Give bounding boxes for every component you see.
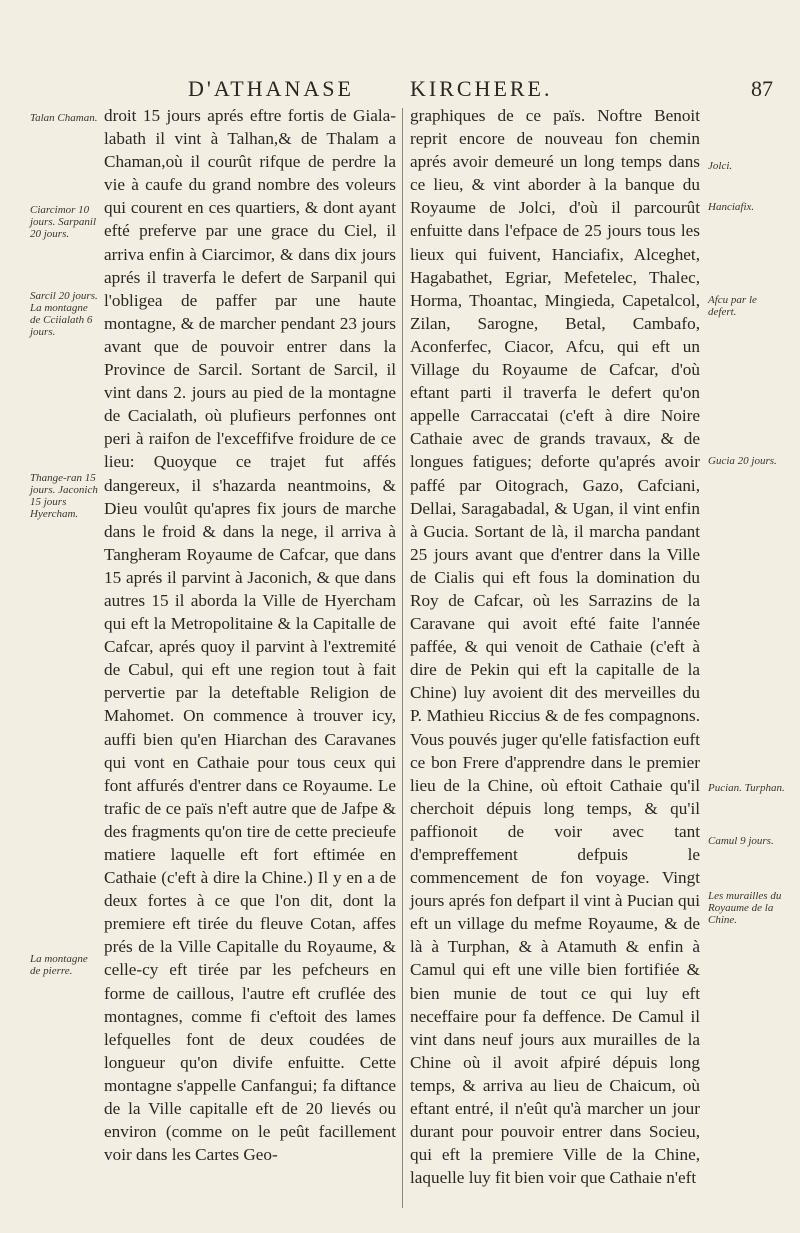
left-text-column bbox=[104, 104, 396, 1166]
margin-note: Ciarcimor 10 jours. Sarpanil 20 jours. bbox=[30, 204, 97, 240]
header-right: KIRCHERE. bbox=[410, 76, 553, 101]
column-divider bbox=[402, 108, 403, 1208]
right-text-column bbox=[410, 104, 700, 1189]
margin-note: Pucian. Turphan. bbox=[708, 782, 785, 794]
margin-note: Talan Chaman. bbox=[30, 112, 98, 124]
page-number: 87 bbox=[751, 76, 773, 101]
body-paragraph: graphiques de ce païs. Noftre Benoit reprit encore de nouveau fon chemin aprés avoir demeuré un long temps dans ce lieu, & vint aborder à la banque du Royaume de Jolci, d'où il parcourût enfuitte dans l'efpace de 25 jours tous les lieux qui fuivent, Hanciafix, Alceghet, Hagabathet, Egriar, Mefetelec, Thalec, Horma, Thoantac, Mingieda, Capetalcol, Zilan, Sarogne, Betal, Cambafo, Aconferfec, Ciacor, Afcu, qui eft un Village du Royaume de Cafcar, d'où eftant parti il traverfa le defert qu'on appelle Carraccatai (c'eft à dire Noire Cathaie avec de grands travaux, & de longues fatigues; deforte qu'aprés avoir paffé par Oitograch, Gazo, Cafciani, Dellai, Saragabadal, & Ugan, il vint enfin à Gucia. Sortant de là, il marcha pandant 25 jours avant que d'entrer dans la Ville de Cialis qui eft fous la domination du Roy de Cafcar, où les Sarrazins de la Caravane qui avoit efté faite l'année paffée, & qui venoit de Cathaie (c'eft à dire de Pekin qui eft la capitalle de la Chine) luy avoient dit des merveilles du P. Mathieu Riccius & de fes compagnons. Vous pouvés juger qu'elle fatisfaction euft ce bon Frere d'apprendre dans le premier lieu de la Chine, où eftoit Cathaie qu'il cherchoit dépuis long temps, & qu'il paffionoit de voir avec tant d'empreffement defpuis le commencement de fon voyage. Vingt jours aprés fon defpart il vint à Pucian qui eft un village du mefme Royaume, & de là à Turphan, & à Atamuth & enfin à Camul qui eft une ville bien fortifiée & bien munie de tout ce qui luy eft neceffaire pour fa deffence. De Camul il vint dans neuf jours aux murailles de la Chine où il avoit afpiré dépuis long temps, & arriva au lieu de Chaicum, où eftant entré, il n'eût qu'à marcher un jour durant pour pouvoir entrer dans Socieu, qui eft la premiere Ville de la Chine, laquelle luy fit bien voir que Cathaie n'eft bbox=[410, 106, 700, 1188]
body-paragraph: droit 15 jours aprés eftre fortis de Giala-labath il vint à Talhan,& de Thalam a Chaman,où il courût rifque de perdre la vie à caufe du grand nombre des voleurs qui courent en ces quartiers, & dont ayant efté preferve par une grace du Ciel, il arriva enfin à Ciarcimor, & dans dix jours aprés il traverfa le defert de Sarpanil qui l'obligea de paffer par une haute montagne, & de marcher pendant 23 jours avant que de pouvoir entrer dans la Province de Sarcil. Sortant de Sarcil, il vint dans 2. jours au pied de la montagne de Cacialath, où plufieurs perfonnes ont peri à raifon de l'exceffifve froidure de ce lieu: Quoyque ce trajet fut affés dangereux, il s'hazarda neantmoins, & Dieu voulût qu'apres fix jours de marche dans le froid & dans la nege, il arriva à Tangheram Royaume de Cafcar, que dans 15 aprés il parvint à Jaconich, & que dans autres 15 il aborda la Ville de Hyercham qui eft la Metropolitaine & la Capitalle de Cafcar, aprés quoy il parvint à l'extremité de Cabul, qui eft une region tout à fait pervertie par la deteftable Religion de Mahomet. On commence à trouver icy, auffi bien qu'en Hiarchan des Caravanes qui vont en Cathaie pour tous ceux qui font affurés d'entrer dans ce Royaume. Le trafic de ce païs n'eft autre que de Jafpe & des fragments qu'on tire de cette precieufe matiere laquelle eft fort eftimée en Cathaie (c'eft à dire la Chine.) Il y en a de deux fortes à ce que l'on dit, dont la premiere eft tirée du fleuve Cotan, affes prés de la Ville Capitalle du Royaume, & celle-cy eft tirée par les pefcheurs en forme de caillous, l'autre eft cruflée des montagnes, comme fi c'eftoit des lames lefquelles font de deux coudées de longueur qu'on divife enfuitte. Cette montagne s'appelle Canfangui; fa diftance de la Ville capitalle eft de 20 lievés ou environ (comme on le peût facillement voir dans les Cartes Geo- bbox=[104, 106, 396, 1165]
margin-note: Hanciafix. bbox=[708, 201, 755, 213]
header-left: D'ATHANASE bbox=[188, 76, 354, 101]
running-header bbox=[0, 76, 800, 106]
margin-note: Camul 9 jours. bbox=[708, 835, 774, 847]
margin-note: Les murailles du Royaume de la Chine. bbox=[708, 890, 782, 926]
margin-note: Sarcil 20 jours. La montagne de Cciialath 6 jours. bbox=[30, 290, 98, 338]
margin-note: La montagne de pierre. bbox=[30, 953, 88, 977]
margin-note: Gucia 20 jours. bbox=[708, 455, 777, 467]
margin-note: Thange-ran 15 jours. Jaconich 15 jours Hyercham. bbox=[30, 472, 98, 520]
margin-note: Jolci. bbox=[708, 160, 733, 172]
margin-note: Afcu par le defert. bbox=[708, 294, 757, 318]
